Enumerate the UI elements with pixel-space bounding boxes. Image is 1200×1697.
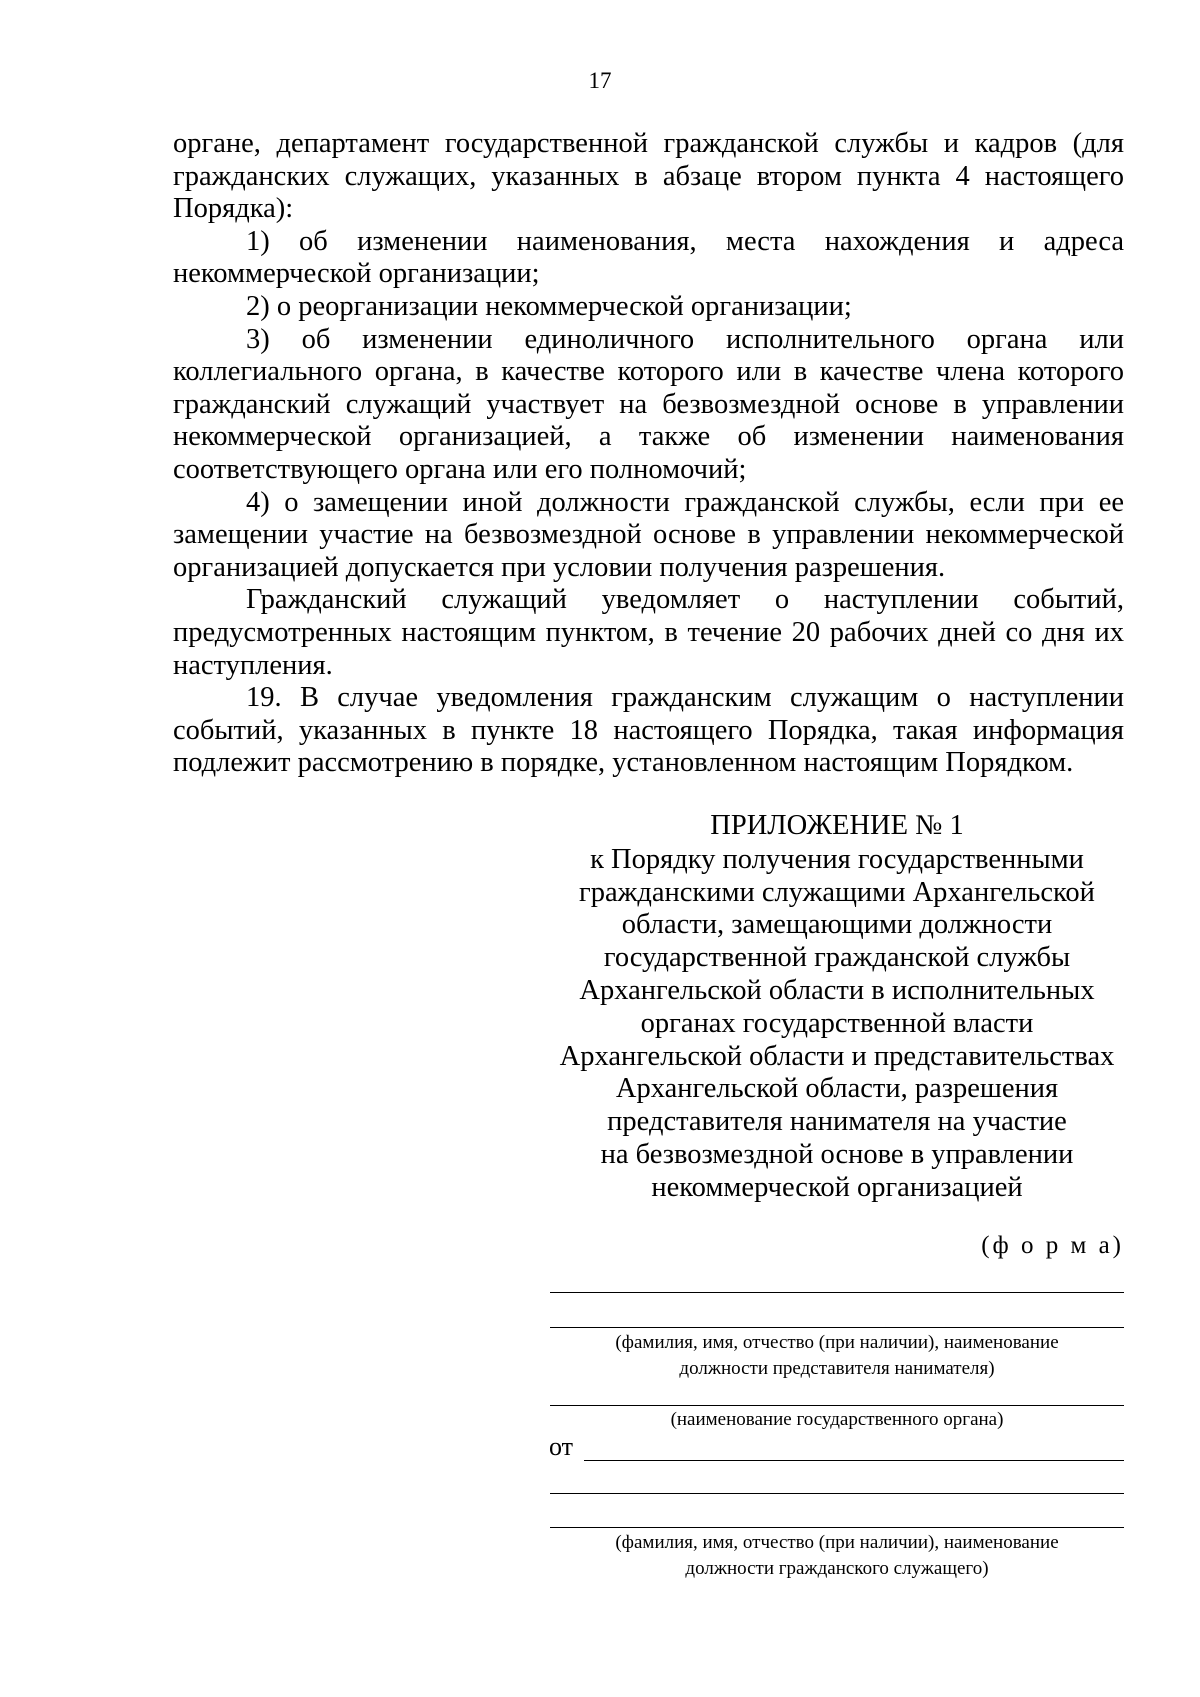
caption-line: (фамилия, имя, отчество (при наличии), наименование <box>615 1532 1059 1553</box>
caption-line: должности представителя нанимателя) <box>679 1358 995 1379</box>
appendix-line: области, замещающими должности <box>621 909 1053 941</box>
blank-line <box>550 1292 1124 1293</box>
appendix-line: некоммерческой организацией <box>651 1171 1023 1203</box>
appendix-line: к Порядку получения государственными <box>590 843 1084 875</box>
blank-line <box>584 1460 1124 1461</box>
paragraph-notification: Гражданский служащий уведомляет о наступлении событий, предусмотренных настоящим пунктом, в течение 20 рабочих дней со дня их наступления. <box>173 584 1124 681</box>
page-number: 17 <box>588 68 612 93</box>
appendix-line: на безвозмездной основе в управлении <box>600 1138 1074 1170</box>
appendix-line: государственной гражданской службы <box>603 942 1071 974</box>
from-label: от <box>549 1432 574 1461</box>
caption-line: (фамилия, имя, отчество (при наличии), наименование <box>615 1332 1059 1353</box>
body-text <box>173 128 1124 780</box>
appendix-header <box>550 810 1124 1205</box>
caption-employee <box>550 1530 1124 1582</box>
appendix-line: гражданскими служащими Архангельской <box>579 876 1095 908</box>
paragraph-item-3: 3) об изменении единоличного исполнительного органа или коллегиального органа, в качестве которого или в качестве члена которого гражданский служащий участвует на безвозмездной основе в управлении некоммерческой организацией, а также об изменении наименования соответствующего органа или его полномочий; <box>173 323 1124 485</box>
blank-line <box>550 1405 1124 1406</box>
blank-line <box>550 1493 1124 1494</box>
appendix-line: органах государственной власти <box>640 1007 1034 1039</box>
paragraph-item-1: 1) об изменении наименования, места нахождения и адреса некоммерческой организации; <box>173 225 1124 290</box>
paragraph-19: 19. В случае уведомления гражданским служащим о наступлении событий, указанных в пункте 18 настоящего Порядка, такая информация подлежит рассмотрению в порядке, установленном настоящим Порядком. <box>173 682 1124 779</box>
appendix-line: Архангельской области, разрешения <box>615 1073 1059 1105</box>
blank-line <box>550 1527 1124 1528</box>
blank-line <box>550 1327 1124 1328</box>
appendix-line: представителя нанимателя на участие <box>607 1106 1067 1138</box>
caption-agency: (наименование государственного органа) <box>670 1409 1004 1430</box>
paragraph-item-2: 2) о реорганизации некоммерческой организации; <box>246 290 852 322</box>
appendix-line: Архангельской области и представительствах <box>559 1040 1115 1072</box>
appendix-title: ПРИЛОЖЕНИЕ № 1 <box>710 810 964 841</box>
caption-line: должности гражданского служащего) <box>685 1558 989 1579</box>
paragraph-intro: органе, департамент государственной гражданской службы и кадров (для гражданских служащих, указанных в абзаце втором пункта 4 настоящего Порядка): <box>173 128 1124 225</box>
caption-employer <box>550 1330 1124 1382</box>
form-label: (ф о р м а) <box>981 1232 1124 1259</box>
paragraph-item-4: 4) о замещении иной должности гражданской службы, если при ее замещении участие на безвозмездной основе в управлении некоммерческой организацией допускается при условии получения разрешения. <box>173 486 1124 583</box>
appendix-line: Архангельской области в исполнительных <box>579 974 1095 1006</box>
